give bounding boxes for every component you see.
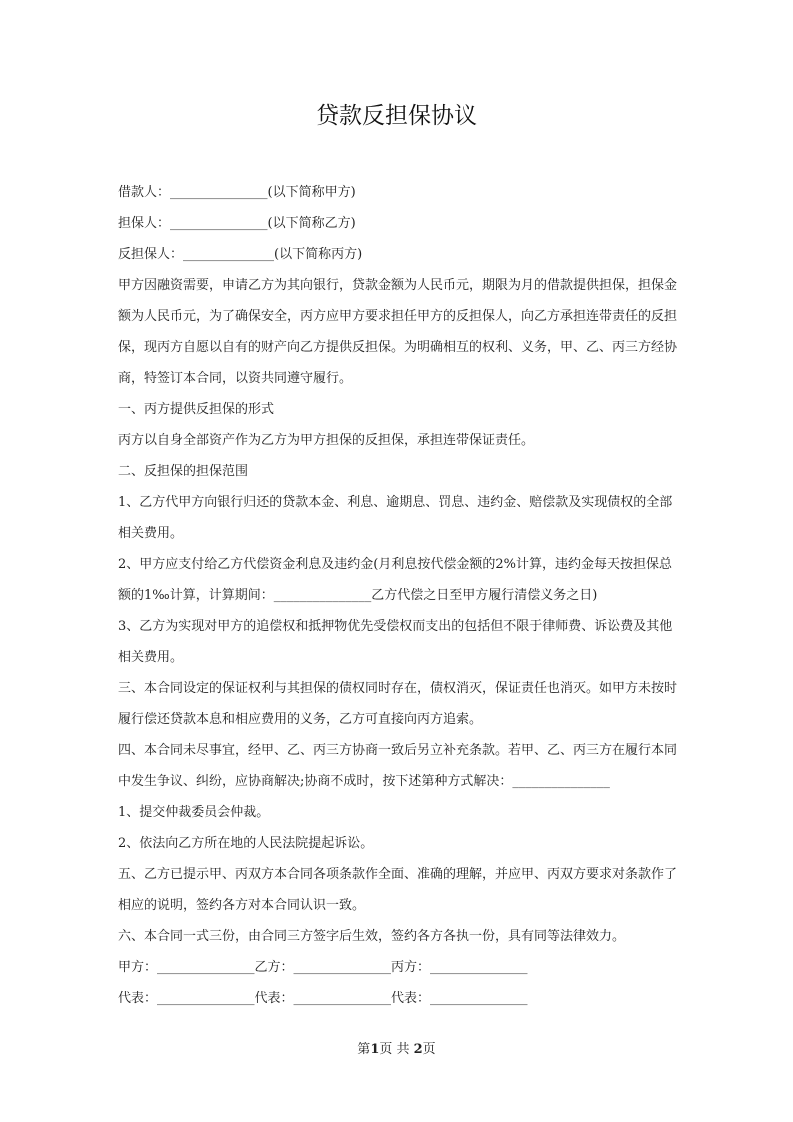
signature-parties-line: 甲方：_______________乙方：_______________丙方：_______________ [118, 960, 528, 975]
borrower-line: 借款人：_______________(以下简称甲方) [118, 185, 356, 200]
document-body [118, 177, 683, 1014]
footer-prefix: 第 [357, 1042, 371, 1057]
document-title: 贷款反担保协议 [316, 103, 477, 129]
intro-paragraph: 甲方因融资需要，申请乙方为其向银行，贷款金额为人民币元，期限为月的借款提供担保，担保金额为人民币元，为了确保安全，丙方应甲方要求担任甲方的反担保人，向乙方承担连带责任的反担保，现丙方自愿以自有的财产向乙方提供反担保。为明确相互的权利、义务，甲、乙、丙三方经协商，特签订本合同，以资共同遵守履行。 [118, 278, 678, 386]
section-4-option-1: 1、提交仲裁委员会仲裁。 [118, 805, 270, 820]
page-footer [0, 1039, 793, 1061]
counter-guarantor-line: 反担保人：______________(以下简称丙方) [118, 247, 363, 262]
guarantor-line: 担保人：_______________(以下简称乙方) [118, 216, 356, 231]
section-1-text: 丙方以自身全部资产作为乙方为甲方担保的反担保，承担连带保证责任。 [118, 433, 535, 448]
current-page-number: 1 [370, 1042, 380, 1057]
section-2-item-1: 1、乙方代甲方向银行归还的贷款本金、利息、逾期息、罚息、违约金、赔偿款及实现债权的全部相关费用。 [118, 495, 673, 541]
total-page-number: 2 [413, 1042, 423, 1057]
section-6-paragraph: 六、本合同一式三份，由合同三方签字后生效，签约各方各执一份，具有同等法律效力。 [118, 929, 626, 944]
section-5-paragraph: 五、乙方已提示甲、丙双方本合同各项条款作全面、准确的理解，并应甲、丙双方要求对条款作了相应的说明，签约各方对本合同认识一致。 [118, 867, 678, 913]
section-1-heading: 一、丙方提供反担保的形式 [118, 402, 275, 417]
section-2-item-3: 3、乙方为实现对甲方的追偿权和抵押物优先受偿权而支出的包括但不限于律师费、诉讼费及其他相关费用。 [118, 619, 673, 665]
section-2-item-2: 2、甲方应支付给乙方代偿资金利息及违约金(月利息按代偿金额的2%计算，违约金每天按担保总额的1‰计算，计算期间：_______________乙方代偿之日至甲方履行清偿义务之日) [118, 557, 672, 603]
footer-middle: 页 共 [379, 1042, 414, 1057]
signature-representatives-line: 代表：_______________代表：_______________代表：_______________ [118, 991, 528, 1006]
section-3-paragraph: 三、本合同设定的保证权利与其担保的债权同时存在，债权消灭，保证责任也消灭。如甲方未按时履行偿还贷款本息和相应费用的义务，乙方可直接向丙方追索。 [118, 681, 678, 727]
section-2-heading: 二、反担保的担保范围 [118, 464, 249, 479]
footer-suffix: 页 [422, 1042, 436, 1057]
section-4-option-2: 2、依法向乙方所在地的人民法院提起诉讼。 [118, 836, 374, 851]
section-4-paragraph: 四、本合同未尽事宜，经甲、乙、丙三方协商一致后另立补充条款。若甲、乙、丙三方在履行本同中发生争议、纠纷，应协商解决;协商不成时，按下述第种方式解决：_______________ [118, 743, 678, 789]
